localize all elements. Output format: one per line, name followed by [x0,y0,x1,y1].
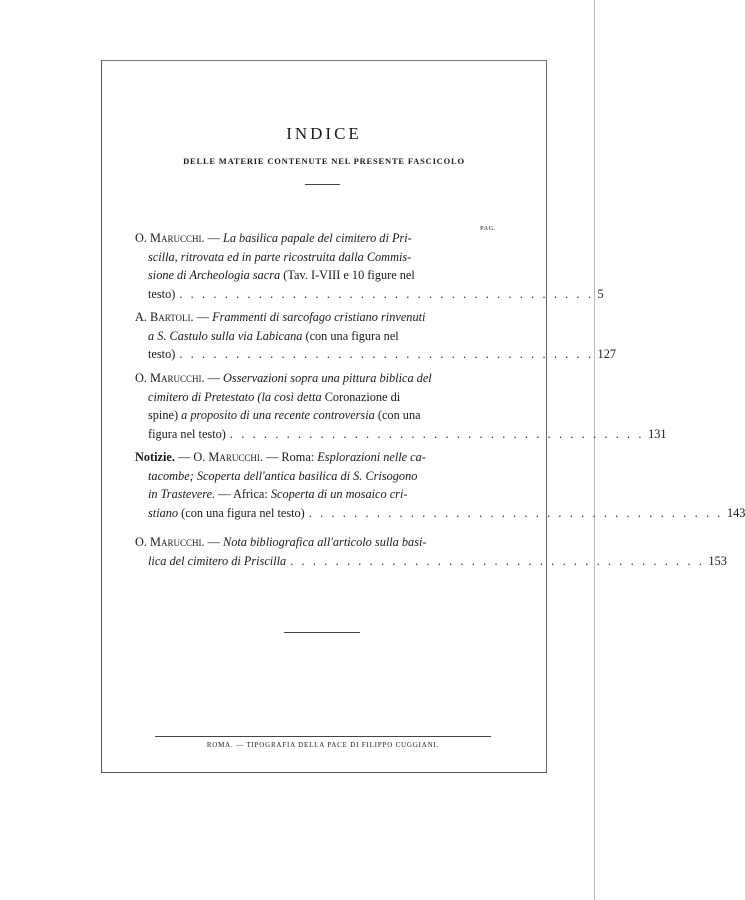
entry-line: O. Marucchi. — Nota bibliografica all'articolo sulla basi- [135,535,427,549]
entry-line-last [135,285,604,304]
entry-title: Esplorazioni nelle ca- [317,450,426,464]
entry-line [135,406,497,425]
entry-page-number: 131 [648,426,667,441]
entry-page-number: 127 [597,347,616,361]
section-divider [284,632,360,633]
entry-title: a proposito di una recente controversia [181,408,375,422]
entry-note: (con una figura nel [305,328,399,343]
entry-line-last [135,425,667,444]
index-subtitle: DELLE MATERIE CONTENUTE NEL PRESENTE FASCICOLO [183,156,465,166]
leader-dots: . . . . . . . . . . . . . . . . . . . . . . . . . . . . . . . . . . . . . [179,286,594,301]
entry-note: testo) [148,347,176,361]
entry-line-last [135,345,616,364]
entry-title: a S. Castulo sulla via Labicana [148,328,303,343]
title-divider [305,184,340,185]
entry-line: O. Marucchi. — La basilica papale del cimitero di Pri- [135,231,412,245]
entry-note: Coronazione di [324,389,401,404]
entry-author: O. Marucchi. [193,450,263,464]
entry-line-last [135,552,727,571]
entry-title: tacombe; Scoperta dell'antica basilica di S. Crisogono [148,468,418,483]
entry-line [135,266,497,285]
entry-note: (con una [377,408,421,422]
entry-title: La basilica papale del cimitero di Pri- [223,231,412,245]
toc-entry [135,308,616,364]
entry-note: spine) [148,408,179,422]
entry-title: Osservazioni sopra una pittura biblica del [223,371,432,385]
entry-page-number: 153 [708,553,727,568]
entry-note: testo) [148,286,176,301]
entry-author: A. Bartoli. [135,310,194,324]
entry-line: in Trastevere. — Africa: Scoperta di un mosaico cri- [148,487,408,501]
leader-dots: . . . . . . . . . . . . . . . . . . . . . . . . . . . . . . . . . . . . . [229,426,645,441]
toc-entry [135,369,667,443]
page-column-header: PAG. [479,225,496,232]
frame-right-border [546,60,547,773]
entry-title: scilla, ritrovata ed in parte ricostruita dalla Commis- [148,249,412,264]
entry-title: stiano [148,505,179,520]
entry-note: (Tav. I-VIII e 10 figure nel [283,268,415,282]
entry-label: Notizie. [135,450,175,464]
entry-title: Scoperta di un mosaico cri- [270,487,408,501]
entry-page-number: 5 [597,286,604,301]
entry-page-number: 143 [726,505,745,520]
entry-title: Nota bibliografica all'articolo sulla basi- [223,535,427,549]
printer-imprint: ROMA. — TIPOGRAFIA DELLA PACE DI FILIPPO CUGGIANI. [206,741,440,749]
entry-line [135,327,497,346]
entry-title: sione di Archeologia sacra [148,268,281,282]
entry-line [135,388,497,407]
entry-note: (con una figura nel testo) [181,505,305,520]
leader-dots: . . . . . . . . . . . . . . . . . . . . . . . . . . . . . . . . . . . . . [179,347,594,361]
entry-title: lica del cimitero di Priscilla [148,553,287,568]
entry-line: Notizie. — O. Marucchi. — Roma: Esplorazioni nelle ca- [135,450,426,464]
entry-title: Frammenti di sarcofago cristiano rinvenuti [212,310,426,324]
entry-line: A. Bartoli. — Frammenti di sarcofago cristiano rinvenuti [135,310,426,324]
leader-dots: . . . . . . . . . . . . . . . . . . . . . . . . . . . . . . . . . . . . . [290,553,705,568]
entry-author: O. Marucchi. [135,371,205,385]
toc-entry [135,448,745,522]
leader-dots: . . . . . . . . . . . . . . . . . . . . . . . . . . . . . . . . . . . . . [308,505,723,520]
entry-note: figura nel testo) [148,426,226,441]
page-edge-line [594,0,595,900]
toc-entry [135,229,604,303]
frame-top-border [101,60,547,61]
entry-author: O. Marucchi. [135,535,205,549]
entry-title: cimitero di Pretestato (la così detta [148,389,322,404]
entry-line [135,248,497,267]
frame-left-border [101,60,102,773]
entry-place: Roma: [281,450,315,464]
entry-author: O. Marucchi. [135,231,205,245]
frame-bottom-border [101,772,547,773]
entry-line: O. Marucchi. — Osservazioni sopra una pittura biblica del [135,371,432,385]
entry-title: in Trastevere. [148,487,216,501]
index-title: INDICE [286,124,362,143]
toc-entry [135,533,727,570]
footer-divider [155,736,491,737]
entry-place: Africa: [232,487,268,501]
entry-line [135,467,497,486]
entry-line-last [135,504,745,523]
